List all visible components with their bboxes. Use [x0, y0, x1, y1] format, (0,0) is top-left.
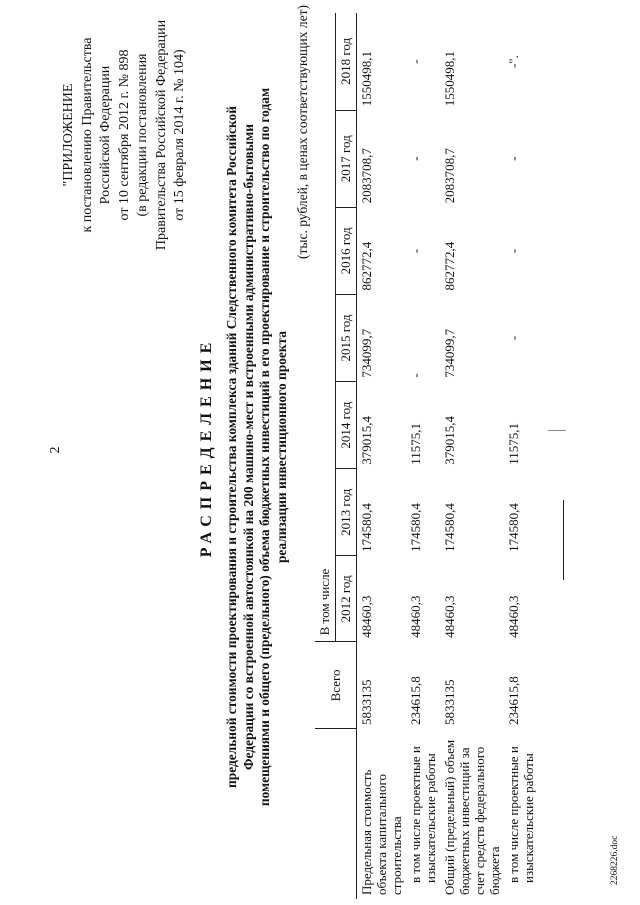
- cell-value: -: [408, 373, 423, 378]
- header-year: 2014 год: [336, 382, 357, 469]
- header-year: 2015 год: [336, 294, 357, 381]
- appendix-line: Российской Федерации: [98, 65, 113, 205]
- table-row: [406, 13, 440, 899]
- cell-value: 174580,4: [357, 469, 407, 556]
- cell-value: -: [408, 59, 423, 64]
- header-year: 2017 год: [336, 110, 357, 207]
- cell-value: 379015,4: [357, 382, 407, 469]
- distribution-table: [315, 13, 538, 899]
- appendix-line: от 15 февраля 2014 г. № 104): [172, 49, 187, 221]
- table-row: [357, 13, 407, 899]
- header-year: 2013 год: [336, 469, 357, 556]
- appendix-line: к постановлению Правительства: [79, 37, 95, 233]
- header-year: 2012 год: [336, 556, 357, 642]
- row-total: 234615,8: [506, 676, 521, 725]
- cell-value: -: [408, 156, 423, 161]
- header-blank: [336, 729, 357, 899]
- units-note: (тыс. рублей, в ценах соответствующих лет): [295, 5, 310, 259]
- cell-value: 862772,4: [442, 241, 457, 291]
- subtitle-line: помещениями и общего (предельного) объема бюджетных инвестиций в его проектирование и строительство по годам: [257, 87, 273, 807]
- cell-value: 11575,1: [408, 422, 423, 465]
- cell-value: 2083708,7: [442, 148, 457, 204]
- table-row: [504, 13, 538, 899]
- appendix-line: Правительства Российской Федерации: [153, 19, 169, 251]
- appendix-block: [60, 5, 190, 265]
- separator-mark: [548, 430, 566, 431]
- cell-value: -: [506, 335, 521, 341]
- cell-value: 174580,4: [408, 503, 423, 552]
- cell-value: 734099,7: [442, 328, 457, 378]
- subtitle-line: Федерации со встроенной автостоянкой на 200 машино-мест и встроенными административно-бытовыми: [240, 124, 256, 770]
- header-including: В том числе: [315, 13, 336, 642]
- document-subtitle: [224, 77, 290, 817]
- page-number: 2: [48, 446, 63, 454]
- file-reference: 2268226.doc: [610, 835, 620, 885]
- row-total: 5833135: [442, 679, 457, 725]
- cell-value: 48460,3: [506, 595, 521, 638]
- row-total: 5833135: [357, 642, 407, 729]
- cell-value: 2083708,7: [357, 110, 407, 207]
- cell-value: 48460,3: [357, 556, 407, 642]
- appendix-line: "ПРИЛОЖЕНИЕ: [61, 83, 76, 187]
- appendix-line: от 10 сентября 2012 г. № 898: [116, 49, 132, 221]
- subtitle-line: предельной стоимости проектирования и строительства комплекса зданий Следственного комитета Российской: [224, 106, 239, 788]
- cell-value: 174580,4: [506, 503, 521, 552]
- row-label: Общий (предельный) объем бюджетных инвестиций за счет средств федерального бюджета: [442, 739, 502, 895]
- cell-value: 11575,1: [506, 422, 521, 465]
- cell-value: -".: [506, 55, 521, 69]
- row-label: Предельная стоимость объекта капитального строительства: [357, 729, 407, 899]
- header-year: 2018 год: [336, 13, 357, 110]
- cell-value: 862772,4: [357, 207, 407, 294]
- cell-value: 48460,3: [442, 595, 457, 638]
- cell-value: -: [506, 248, 521, 254]
- header-year: 2016 год: [336, 207, 357, 294]
- cell-value: 1550498,1: [357, 13, 407, 110]
- row-total: 234615,8: [408, 676, 423, 725]
- header-total: Всего: [315, 642, 357, 729]
- cell-value: 48460,3: [408, 595, 423, 638]
- appendix-line: (в редакции постановления: [135, 53, 150, 217]
- row-label: в том числе проектные и изыскательские работы: [506, 746, 536, 883]
- separator-line: [563, 500, 564, 580]
- cell-value: -: [408, 248, 423, 254]
- header-blank: [315, 729, 336, 899]
- subtitle-line: реализации инвестиционного проекта: [273, 331, 289, 564]
- cell-value: -: [506, 156, 521, 161]
- document-title: РАСПРЕДЕЛЕНИЕ: [198, 336, 215, 558]
- row-label: в том числе проектные и изыскательские работы: [408, 746, 438, 883]
- cell-value: 1550498,1: [442, 50, 457, 107]
- cell-value: 379015,4: [442, 415, 457, 465]
- cell-value: 734099,7: [357, 294, 407, 381]
- cell-value: 174580,4: [442, 503, 457, 552]
- table-row: [440, 13, 504, 899]
